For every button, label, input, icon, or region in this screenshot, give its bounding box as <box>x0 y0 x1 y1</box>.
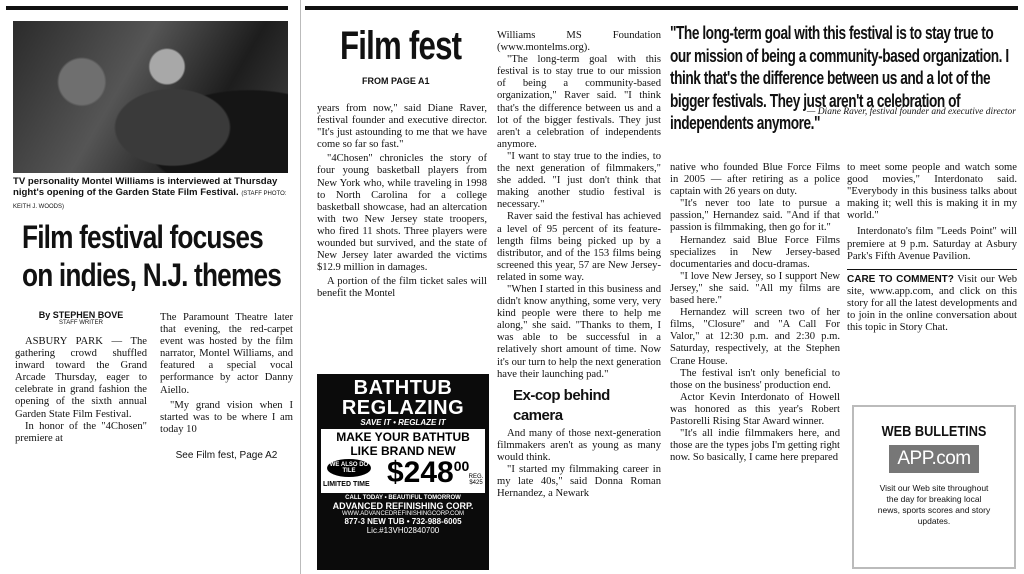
ad-make-your-bathtub: MAKE YOUR BATHTUB <box>336 430 470 444</box>
see-also-jump[interactable]: See Film fest, Page A2 <box>175 449 278 461</box>
paragraph: "My grand vision when I started was to be where I am today 10 <box>160 399 293 435</box>
paragraph: native who founded Blue Force Films in 2005 — after retiring as a police captain with 26 years on duty. <box>670 162 840 198</box>
ad-save-it: SAVE IT • REGLAZE IT <box>360 418 446 427</box>
paragraph: In honor of the "4Chosen" premiere at <box>15 420 147 444</box>
ad-company: ADVANCED REFINISHING CORP. <box>332 501 474 511</box>
ad-brand-new: LIKE BRAND NEW <box>350 444 456 458</box>
paragraph: "I started my filmmaking career in my late 40s," said Donna Roman Hernandez, a Newark <box>497 464 661 500</box>
montel-williams-photo <box>13 21 288 173</box>
paragraph: "When I started in this business and didn't know anything, some very, very kind people were there to help me along," she said. "Thanks to them, I was able to be successful in a relatively short amount of time. Now it's our turn to help the next generation have their launching pad." <box>497 283 662 380</box>
paragraph: Williams MS Foundation (www.montelms.org). <box>497 30 661 54</box>
paragraph: "4Chosen" chronicles the story of four young basketball players from New York who, while traveling in 1998 to North Carolina for a college basketball showcase, had an altercation with two New Jersey state troopers, who fired 11 shots. Three players were wounded but survived, and the state of New Jersey later awarded the victims $12.9 million in damages. <box>317 153 487 274</box>
story-column-2 <box>160 312 293 461</box>
ad-price-row <box>321 458 485 492</box>
app-logo: APP.com <box>889 445 978 473</box>
ad-tile-badge: WE ALSO DO TILE <box>327 459 371 477</box>
headline-line-1: Film festival focuses <box>22 219 263 255</box>
ad-reg-price: REG. $425 <box>468 474 484 486</box>
photo-credit: (STAFF PHOTO: KEITH J. WOODS) <box>13 191 287 210</box>
jump-column-a <box>317 103 487 301</box>
ad-license: Lic.#13VH02840700 <box>366 526 440 535</box>
paragraph: The Paramount Theatre later that evening, the red-carpet event was hosted by the film narrator, Montel Williams, and featured a special vocal performance by actor Danny Aiello. <box>160 312 293 396</box>
paragraph: A portion of the film ticket sales will benefit the Montel <box>317 276 487 300</box>
top-rule-right <box>305 6 1018 10</box>
jump-title: Film fest <box>340 24 462 68</box>
photo-caption <box>13 176 293 213</box>
paragraph: "I love New Jersey, so I support New Jersey," she said. "All my films are based here." <box>670 270 840 307</box>
story-column-1 <box>15 310 147 445</box>
byline-title: STAFF WRITER <box>59 320 103 326</box>
headline-line-2: on indies, N.J. themes <box>22 257 282 293</box>
left-page-divider <box>300 0 301 574</box>
care-divider <box>847 269 1017 270</box>
care-label: CARE TO COMMENT? <box>847 273 954 285</box>
paragraph: ASBURY PARK — The gathering crowd shuffled inward toward the Grand Arcade Thursday, eager to celebrate in grand fashion the opening of the sixth annual Garden State Film Festival. <box>15 336 147 420</box>
jump-column-b <box>497 30 661 500</box>
ad-price-cents: 00 <box>453 458 470 474</box>
paragraph: "It's never too late to pursue a passion," Hernandez said. "And if that passion is filmmaking, then go for it." <box>670 198 840 234</box>
pull-quote <box>670 22 1016 133</box>
paragraph: years from now," said Diane Raver, festival founder and executive director. "It's just astounding to me that we have come so far so fast." <box>317 103 487 151</box>
ad-line-reglazing: REGLAZING <box>341 397 465 419</box>
care-to-comment <box>847 274 1017 334</box>
ad-call-today: CALL TODAY • BEAUTIFUL TOMORROW <box>345 495 461 501</box>
from-page-label: FROM PAGE A1 <box>362 76 430 86</box>
paragraph: Raver said the festival has achieved a level of 95 percent of its feature-length films being picked up by a distributor, and of the 153 films being screened this year, 57 are New Jersey-related in some way. <box>497 211 661 283</box>
ad-phone: 877-3 NEW TUB • 732-988-6005 <box>344 517 462 526</box>
web-bulletins-text: Visit our Web site throughout the day for breaking local news, sports scores and story updates. <box>877 483 991 526</box>
paragraph: Interdonato's film "Leeds Point" will premiere at 9 p.m. Saturday at Asbury Park's Fifth Avenue Pavilion. <box>847 226 1017 262</box>
jump-column-c <box>670 162 840 464</box>
web-bulletins-box[interactable] <box>852 405 1016 569</box>
jump-column-d <box>847 162 1017 334</box>
bathtub-reglazing-ad[interactable] <box>317 374 489 570</box>
caption-text: TV personality Montel Williams is interviewed at Thursday night's opening of the Garden State Film Festival. <box>13 176 278 198</box>
paragraph: to meet some people and watch some good movies," Interdonato said. "Everybody in this business talks about making it; well this is making it in my world." <box>847 162 1017 222</box>
ad-line-bathtub: BATHTUB <box>353 377 453 399</box>
paragraph: Hernandez will screen two of her films, "Closure" and "A Call For Valor," at 12:30 p.m. and 2:30 p.m. Saturday, respectively, at the Stephen Crane House. <box>670 307 840 367</box>
ad-website[interactable]: WWW.ADVANCEDREFINISHINGCORP.COM <box>341 511 465 517</box>
byline: By STEPHEN BOVE <box>38 310 124 320</box>
paragraph: Hernandez said Blue Force Films specializes in New Jersey-based documentaries and docu-dramas. <box>670 234 840 270</box>
story-headline <box>22 218 293 294</box>
paragraph: The festival isn't only beneficial to those on the business' production end. <box>670 367 840 391</box>
paragraph: "I want to stay true to the indies, to the next generation of filmmakers," she added. "I just don't think that making another studio festival is necessary." <box>497 150 661 211</box>
paragraph: "The long-term goal with this festival is to stay true to our mission of being a community-based organization," Raver said. "I think that's the difference between us and a lot of the bigger festivals. They just aren't a celebration of independents anymore. <box>497 54 661 150</box>
ad-limited-time: LIMITED TIME <box>323 481 370 488</box>
pull-quote-text: "The long-term goal with this festival is to stay true to our mission of being a community-based organization. I think that's the difference between us and a lot of the bigger festivals. They just aren't a celebration of independents anymore." <box>670 23 1009 133</box>
ad-price-dollars: $248 <box>387 456 454 489</box>
care-text[interactable]: Visit our Web site, www.app.com, and click on this story for all the latest developments and to join in the online conversation about this topic in Story Chat. <box>847 273 1018 334</box>
ad-price <box>387 456 469 490</box>
top-rule-left <box>6 6 288 10</box>
paragraph: And many of those next-generation filmmakers aren't as young as many would think. <box>497 427 661 463</box>
ad-white-panel <box>321 429 485 493</box>
subhead: Ex-cop behind camera <box>513 386 610 424</box>
paragraph: "It's all indie filmmakers here, and those are the types jobs I'm getting right now. So basically, I came here prepared <box>670 428 840 464</box>
web-bulletins-title: WEB BULLETINS <box>881 423 987 440</box>
pull-quote-attribution: — Diane Raver, festival founder and executive director <box>806 106 1016 117</box>
paragraph: Actor Kevin Interdonato of Howell was honored as this year's Robert Pastorelli Rising Star Award winner. <box>670 391 840 427</box>
